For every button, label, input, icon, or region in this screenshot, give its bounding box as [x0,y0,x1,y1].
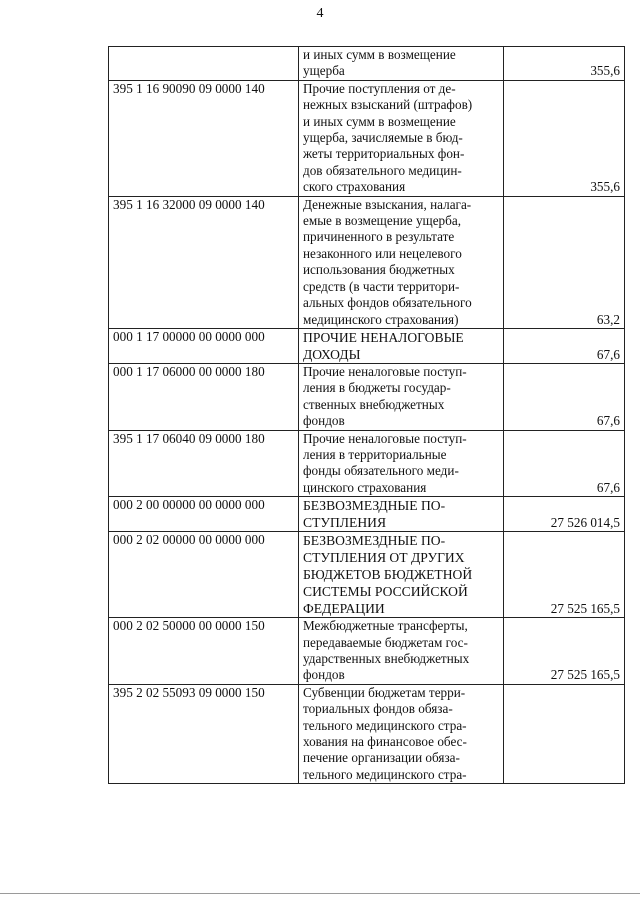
revenue-name-line: Прочие поступления от де- [303,80,456,96]
budget-classification-code: 000 2 02 00000 00 0000 000 [109,532,299,618]
table-row [109,80,625,196]
budget-classification-code: 395 2 02 55093 09 0000 150 [109,684,299,783]
revenue-name-line: хования на финансовое обес- [303,734,467,749]
revenue-name-line: СИСТЕМЫ РОССИЙСКОЙ [303,584,468,600]
amount-value: 67,6 [504,430,625,497]
revenue-name-line: фонды обязательного меди- [303,463,459,479]
revenue-name-line: тельного медицинского стра- [303,766,467,782]
table-row [109,196,625,328]
amount-value: 27 526 014,5 [504,497,625,532]
revenue-name-line: передаваемые бюджетам гос- [303,634,468,650]
revenue-name-line: незаконного или нецелевого [303,245,462,261]
table-row [109,430,625,497]
revenue-name [299,363,504,430]
revenue-name-line: и иных сумм в возмещение [303,47,456,62]
revenue-name-line: СТУПЛЕНИЯ [303,515,387,531]
revenue-name [299,430,504,497]
revenue-name-line: ДОХОДЫ [303,346,361,362]
revenue-name-line: ления в бюджеты государ- [303,380,451,396]
revenue-name-line: БЮДЖЕТОВ БЮДЖЕТНОЙ [303,567,473,583]
budget-classification-code: 000 2 02 50000 00 0000 150 [109,618,299,685]
revenue-name [299,47,504,81]
revenue-name [299,497,504,532]
table-row [109,532,625,618]
revenue-name [299,328,504,363]
revenue-name [299,618,504,685]
revenue-name [299,196,504,328]
revenue-name-line: печение организации обяза- [303,750,460,766]
revenue-name-line: ФЕДЕРАЦИИ [303,601,385,617]
table-row [109,47,625,81]
budget-revenue-table [108,46,625,784]
revenue-name-line: ударственных внебюджетных [303,650,470,666]
revenue-name-line: Денежные взыскания, налага- [303,196,472,212]
revenue-name [299,80,504,196]
amount-value: 355,6 [504,80,625,196]
revenue-name-line: ского страхования [303,179,406,195]
amount-value: 67,6 [504,328,625,363]
amount-value: 27 525 165,5 [504,618,625,685]
revenue-name-line: ПРОЧИЕ НЕНАЛОГОВЫЕ [303,329,464,345]
revenue-name-line: дов обязательного медицин- [303,162,462,178]
revenue-name-line: ущерба [303,63,345,79]
revenue-name-line: емые в возмещение ущерба, [303,213,462,229]
revenue-name-line: ления в территориальные [303,446,447,462]
revenue-name-line: жеты территориальных фон- [303,146,465,162]
revenue-name-line: причиненного в результате [303,229,455,245]
budget-classification-code [109,47,299,81]
revenue-name-line: Межбюджетные трансферты, [303,618,468,634]
revenue-name [299,684,504,783]
page-number: 4 [316,6,324,21]
revenue-name-line: использования бюджетных [303,262,455,278]
revenue-name-line: СТУПЛЕНИЯ ОТ ДРУГИХ [303,550,465,566]
amount-value: 63,2 [504,196,625,328]
revenue-name-line: Прочие неналоговые поступ- [303,363,467,379]
revenue-name-line: фондов [303,667,345,683]
budget-classification-code: 395 1 16 32000 09 0000 140 [109,196,299,328]
revenue-name-line: альных фондов обязательного [303,295,472,311]
budget-classification-code: 395 1 17 06040 09 0000 180 [109,430,299,497]
amount-value: 27 525 165,5 [504,532,625,618]
table-row [109,684,625,783]
revenue-name-line: медицинского страхования) [303,311,459,327]
revenue-name-line: Субвенции бюджетам терри- [303,684,466,700]
revenue-name-line: Прочие неналоговые поступ- [303,430,467,446]
table-row [109,618,625,685]
budget-classification-code: 395 1 16 90090 09 0000 140 [109,80,299,196]
revenue-name-line: фондов [303,413,345,429]
budget-classification-code: 000 1 17 06000 00 0000 180 [109,363,299,430]
revenue-name-line: ториальных фондов обяза- [303,701,453,717]
revenue-name-line: средств (в части территори- [303,278,460,294]
bottom-divider [0,893,640,894]
revenue-name-line: БЕЗВОЗМЕЗДНЫЕ ПО- [303,533,446,549]
revenue-name-line: тельного медицинского стра- [303,717,467,733]
table-row [109,328,625,363]
table-body [109,47,625,784]
revenue-name-line: БЕЗВОЗМЕЗДНЫЕ ПО- [303,498,446,514]
revenue-name [299,532,504,618]
table-row [109,363,625,430]
revenue-name-line: цинского страхования [303,479,427,495]
revenue-name-line: и иных сумм в возмещение [303,113,456,129]
budget-classification-code: 000 2 00 00000 00 0000 000 [109,497,299,532]
amount-value [504,684,625,783]
revenue-name-line: ственных внебюджетных [303,396,445,412]
revenue-name-line: нежных взысканий (штрафов) [303,97,473,113]
amount-value: 67,6 [504,363,625,430]
budget-classification-code: 000 1 17 00000 00 0000 000 [109,328,299,363]
amount-value: 355,6 [504,47,625,81]
table-row [109,497,625,532]
revenue-name-line: ущерба, зачисляемые в бюд- [303,130,463,146]
